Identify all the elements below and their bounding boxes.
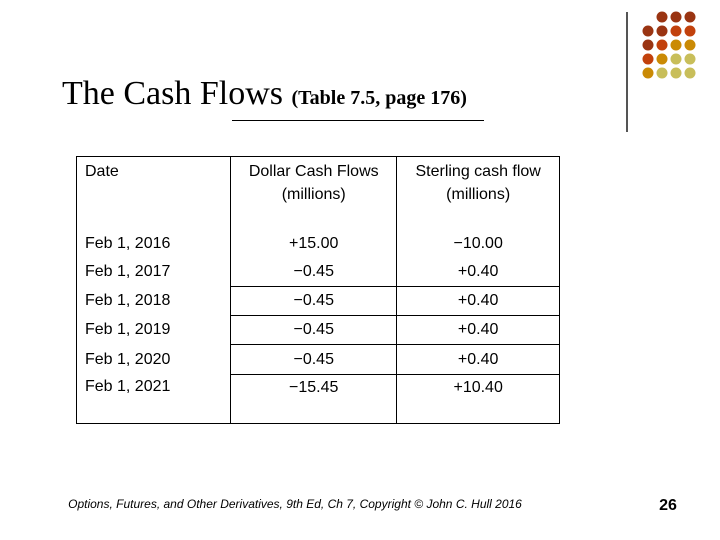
decorative-dot xyxy=(643,40,654,51)
cell-dollar: −0.45 xyxy=(231,316,397,345)
cell-sterling: +0.40 xyxy=(397,316,560,345)
cell-sterling: +0.40 xyxy=(397,258,560,287)
cell-dollar: −0.45 xyxy=(231,345,397,374)
cell-date: Feb 1, 2020 xyxy=(77,345,231,374)
cash-flow-table xyxy=(76,156,560,424)
decorative-dot xyxy=(657,12,668,23)
decorative-dot xyxy=(657,26,668,37)
decorative-dot xyxy=(643,68,654,79)
header-sterling xyxy=(397,157,560,230)
cell-date: Feb 1, 2016 xyxy=(77,230,231,258)
title-main: The Cash Flows xyxy=(62,75,283,112)
header-dollar-units: (millions) xyxy=(281,186,346,203)
decorative-dot xyxy=(671,54,682,65)
title-subtitle: (Table 7.5, page 176) xyxy=(291,87,467,109)
header-sterling-label: Sterling cash flow xyxy=(415,163,541,180)
decorative-dot xyxy=(671,40,682,51)
decorative-dot xyxy=(657,54,668,65)
decorative-dot xyxy=(657,40,668,51)
cell-date: Feb 1, 2019 xyxy=(77,316,231,345)
decorative-dot xyxy=(657,68,668,79)
decorative-dot xyxy=(671,68,682,79)
cell-sterling: +0.40 xyxy=(397,286,560,315)
decorative-dot xyxy=(685,26,696,37)
table-row xyxy=(77,374,560,423)
decorative-dot xyxy=(685,12,696,23)
cell-date: Feb 1, 2021 xyxy=(77,374,231,423)
header-sterling-units: (millions) xyxy=(446,186,511,203)
decorative-dot xyxy=(671,26,682,37)
header-dollar xyxy=(231,157,397,230)
title-underline xyxy=(232,120,484,121)
decorative-dot xyxy=(643,26,654,37)
table-row xyxy=(77,345,560,374)
cell-date: Feb 1, 2017 xyxy=(77,258,231,287)
header-dollar-label: Dollar Cash Flows xyxy=(248,163,379,180)
cell-sterling: +10.40 xyxy=(397,374,560,423)
decorative-dot xyxy=(685,40,696,51)
cell-sterling: −10.00 xyxy=(397,230,560,258)
table-row xyxy=(77,316,560,345)
cell-dollar: −0.45 xyxy=(231,286,397,315)
slide-title xyxy=(62,74,467,118)
cell-dollar: −0.45 xyxy=(231,258,397,287)
decorative-dot xyxy=(671,12,682,23)
decorative-dot xyxy=(643,54,654,65)
cell-dollar: +15.00 xyxy=(289,234,339,252)
decorative-dot xyxy=(685,68,696,79)
table-row xyxy=(77,230,560,258)
page-number: 26 xyxy=(659,497,677,514)
table-row xyxy=(77,286,560,315)
cell-date: Feb 1, 2018 xyxy=(77,286,231,315)
cell-sterling: +0.40 xyxy=(397,345,560,374)
table-header-row xyxy=(77,157,560,230)
table-row xyxy=(77,258,560,287)
decorative-vertical-line xyxy=(626,12,628,132)
header-date: Date xyxy=(77,157,231,230)
cell-dollar: −15.45 xyxy=(289,378,339,396)
decorative-dot xyxy=(685,54,696,65)
footer-citation: Options, Futures, and Other Derivatives, 9th Ed, Ch 7, Copyright © John C. Hull 2016 xyxy=(68,497,522,511)
